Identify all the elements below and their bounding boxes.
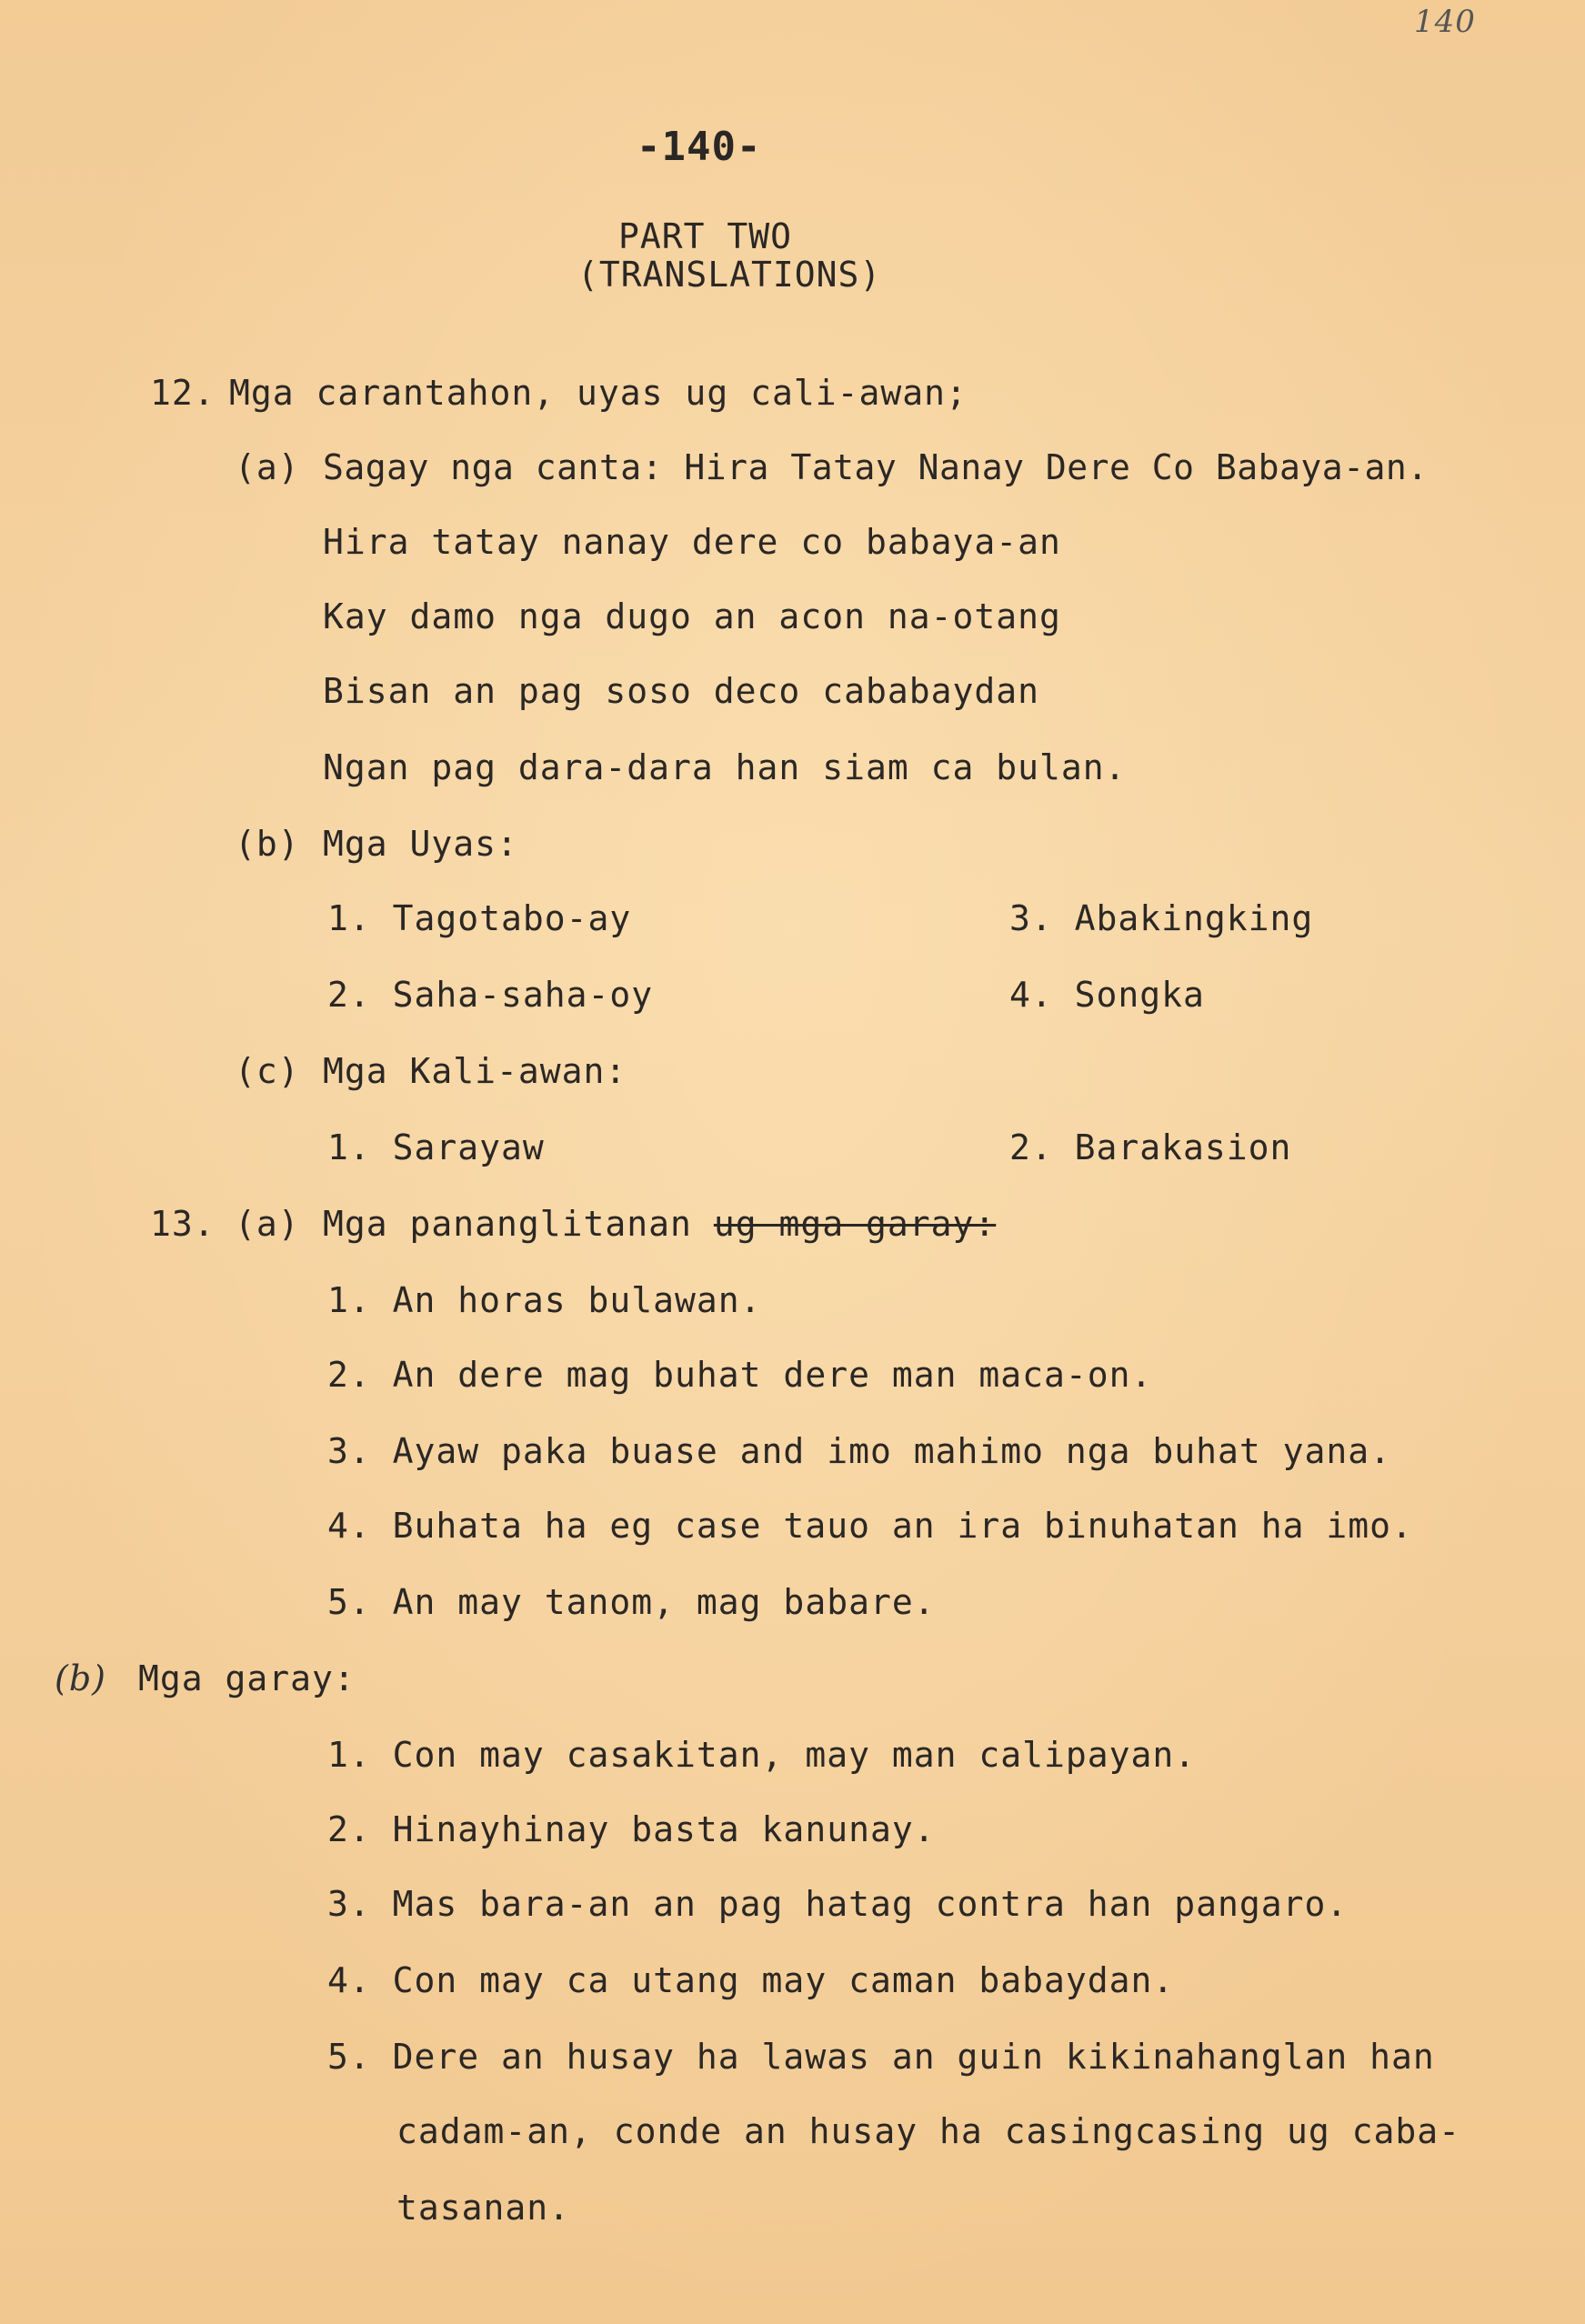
subsection-title: Sagay nga canta: Hira Tatay Nanay Dere Co Babaya-an. [323,447,1429,487]
subsection-label: (b) [235,824,300,864]
saying-item: 3. Mas bara-an an pag hatag contra han pangaro. [327,1884,1349,1924]
subsection-label: (a) [235,1204,300,1244]
subsection-title: Mga Uyas: [323,824,518,864]
saying-continuation: cadam-an, conde an husay ha casingcasing ug caba- [396,2111,1461,2151]
proverb-item: 4. Buhata ha eg case tauo an ira binuhatan ha imo. [327,1506,1413,1546]
song-line: Kay damo nga dugo an acon na-otang [323,596,1061,636]
proverb-item: 3. Ayaw paka buase and imo mahimo nga buhat yana. [327,1431,1392,1471]
page-number: -140- [637,124,762,170]
subsection-title: Mga garay: [138,1658,356,1698]
corner-annotation: 140 [1414,4,1476,40]
saying-item: 1. Con may casakitan, may man calipayan. [327,1735,1197,1775]
list-item: 2. Saha-saha-oy [327,975,654,1015]
song-line: Bisan an pag soso deco cababaydan [323,671,1039,711]
subsection-title: Mga Kali-awan: [323,1051,627,1091]
list-item: 2. Barakasion [1009,1127,1292,1167]
section-number: 12. [150,373,216,413]
subsection-label: (c) [235,1051,300,1091]
subsection-label: (b) [55,1658,106,1698]
proverb-item: 1. An horas bulawan. [327,1280,762,1320]
list-item: 1. Sarayaw [327,1127,545,1167]
song-line: Ngan pag dara-dara han siam ca bulan. [323,747,1127,787]
section-number: 13. [150,1204,216,1244]
heading-part-two: PART TWO [618,216,793,256]
section-title: Mga carantahon, uyas ug cali-awan; [229,373,968,413]
struck-text: ug mga garay: [713,1204,997,1244]
subsection-title-text: Mga pananglitanan [323,1204,692,1244]
saying-continuation: tasanan. [396,2188,571,2228]
proverb-item: 5. An may tanom, mag babare. [327,1582,936,1622]
list-item: 4. Songka [1009,975,1205,1015]
saying-item: 5. Dere an husay ha lawas an guin kikinahanglan han [327,2037,1435,2077]
list-item: 3. Abakingking [1009,898,1314,938]
song-line: Hira tatay nanay dere co babaya-an [323,522,1061,562]
saying-item: 2. Hinayhinay basta kanunay. [327,1809,936,1849]
proverb-item: 2. An dere mag buhat dere man maca-on. [327,1355,1153,1395]
saying-item: 4. Con may ca utang may caman babaydan. [327,1960,1175,2000]
subsection-label: (a) [235,447,300,487]
heading-translations: (TRANSLATIONS) [577,255,882,295]
subsection-title [323,1204,996,1244]
list-item: 1. Tagotabo-ay [327,898,632,938]
